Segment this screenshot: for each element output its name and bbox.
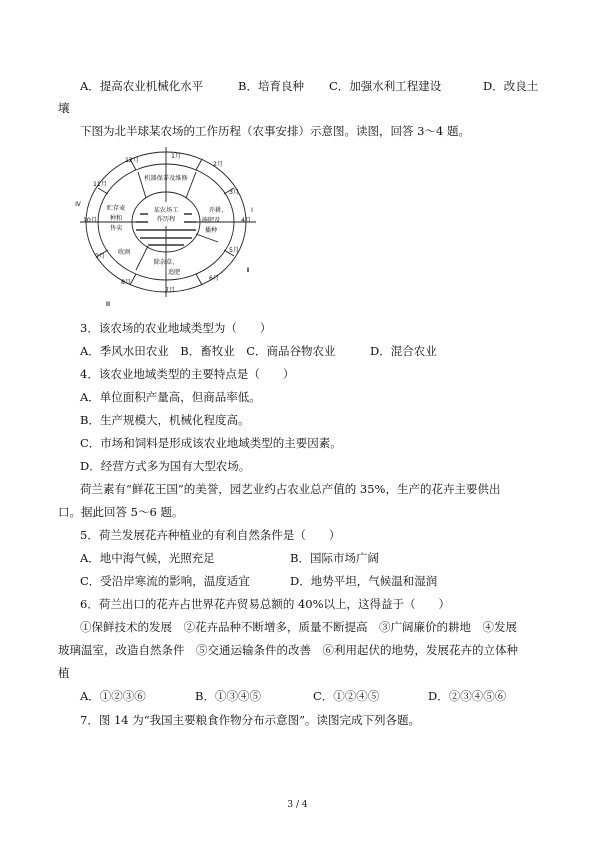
task-weeding: 除杂草、 bbox=[153, 259, 179, 266]
page-number: 3 / 4 bbox=[287, 800, 308, 810]
q4-option-d: D．经营方式多为国有大型农场。 bbox=[80, 459, 251, 473]
task-store-2: 种和 bbox=[109, 215, 123, 222]
task-plow-3: 播种 bbox=[204, 227, 218, 234]
q6-option-d: D．②③④⑤⑥ bbox=[428, 689, 507, 703]
q5-option-c: C．受沿岸寒流的影响，温度适宜 bbox=[80, 574, 250, 588]
diagram-center-label-1: 某农场工 bbox=[153, 207, 179, 214]
q2-option-d: D．改良土 bbox=[483, 79, 539, 93]
month-9: 9月 bbox=[94, 253, 106, 260]
month-8: 8月 bbox=[120, 279, 132, 286]
month-6: 6月 bbox=[208, 275, 220, 282]
task-store-3: 售卖 bbox=[109, 225, 123, 232]
task-plow-1: 乔耕、 bbox=[208, 207, 228, 214]
month-10: 10月 bbox=[82, 217, 98, 224]
q2-option-d-continued: 壤 bbox=[58, 101, 70, 115]
intro-questions-3-4: 下图为北半球某农场的工作历程（农事安排）示意图。读图，回答 3～4 题。 bbox=[80, 124, 470, 138]
task-harvest: 收割 bbox=[117, 249, 131, 256]
q3-options: A．季风水田农业 B．畜牧业 C．商品谷物农业 D．混合农业 bbox=[80, 344, 437, 358]
q5-option-d: D．地势平坦，气候温和湿润 bbox=[290, 574, 438, 588]
q6-statement-line-1: ①保鲜技术的发展 ②花卉品种不断增多，质量不断提高 ③广阔廉价的耕地 ④发展 bbox=[80, 620, 517, 634]
q2-option-c: C．加强水利工程建设 bbox=[329, 79, 442, 93]
quarter-4: Ⅳ bbox=[75, 201, 81, 208]
diagram-center-label-2: 作历程 bbox=[156, 216, 176, 223]
quarter-1: Ⅰ bbox=[251, 207, 253, 214]
q5-option-b: B．国际市场广阔 bbox=[290, 551, 379, 565]
farm-work-calendar-diagram bbox=[68, 142, 258, 312]
q2-option-b: B．培育良种 bbox=[238, 79, 304, 93]
task-store-1: 贮存麦 bbox=[106, 205, 126, 212]
q6-option-b: B．①③④⑤ bbox=[195, 689, 261, 703]
month-1: 1月 bbox=[170, 153, 182, 160]
q3-stem: 3．该农场的农业地域类型为（ ） bbox=[80, 321, 272, 335]
quarter-3: Ⅲ bbox=[105, 301, 111, 308]
q4-option-b: B．生产规模大，机械化程度高。 bbox=[80, 413, 250, 427]
task-maintenance: 机器保养及维修 bbox=[144, 175, 188, 182]
q5-option-a: A．地中海气候，光照充足 bbox=[80, 551, 215, 565]
month-3: 3月 bbox=[228, 189, 240, 196]
intro-5-6-line-1: 荷兰素有“鲜花王国”的美誉，园艺业约占农业总产值的 35%，生产的花卉主要供出 bbox=[80, 482, 501, 496]
month-12: 12月 bbox=[124, 157, 140, 164]
intro-5-6-line-2: 口。据此回答 5～6 题。 bbox=[58, 505, 184, 519]
q7-stem: 7．图 14 为“我国主要粮食作物分布示意图”。读图完成下列各题。 bbox=[80, 713, 421, 727]
q4-option-a: A．单位面积产量高，但商品率低。 bbox=[80, 390, 261, 404]
q4-stem: 4．该农业地域类型的主要特点是（ ） bbox=[80, 367, 295, 381]
task-fertilize: 追肥 bbox=[167, 269, 181, 276]
quarter-2: Ⅱ bbox=[246, 267, 250, 274]
task-plow-2: 施肥及 bbox=[201, 217, 221, 224]
q6-statement-line-3: 植 bbox=[58, 666, 70, 680]
q6-stem: 6．荷兰出口的花卉占世界花卉贸易总额的 40%以上，这得益于（ ） bbox=[80, 597, 451, 611]
q4-option-c: C．市场和饲料是形成该农业地域类型的主要因素。 bbox=[80, 436, 342, 450]
q6-option-c: C．①②④⑤ bbox=[313, 689, 380, 703]
q6-statement-line-2: 玻璃温室，改造自然条件 ⑤交通运输条件的改善 ⑥利用起伏的地势，发展花卉的立体种 bbox=[58, 643, 518, 657]
q5-stem: 5．荷兰发展花卉种植业的有利自然条件是（ ） bbox=[80, 528, 341, 542]
month-4: 4月 bbox=[240, 217, 252, 224]
month-2: 2月 bbox=[212, 161, 224, 168]
q6-option-a: A．①②③⑥ bbox=[80, 689, 146, 703]
month-11: 11月 bbox=[92, 181, 108, 188]
month-7: 7月 bbox=[164, 287, 176, 294]
month-5: 5月 bbox=[228, 247, 240, 254]
q2-option-a: A．提高农业机械化水平 bbox=[80, 79, 204, 93]
